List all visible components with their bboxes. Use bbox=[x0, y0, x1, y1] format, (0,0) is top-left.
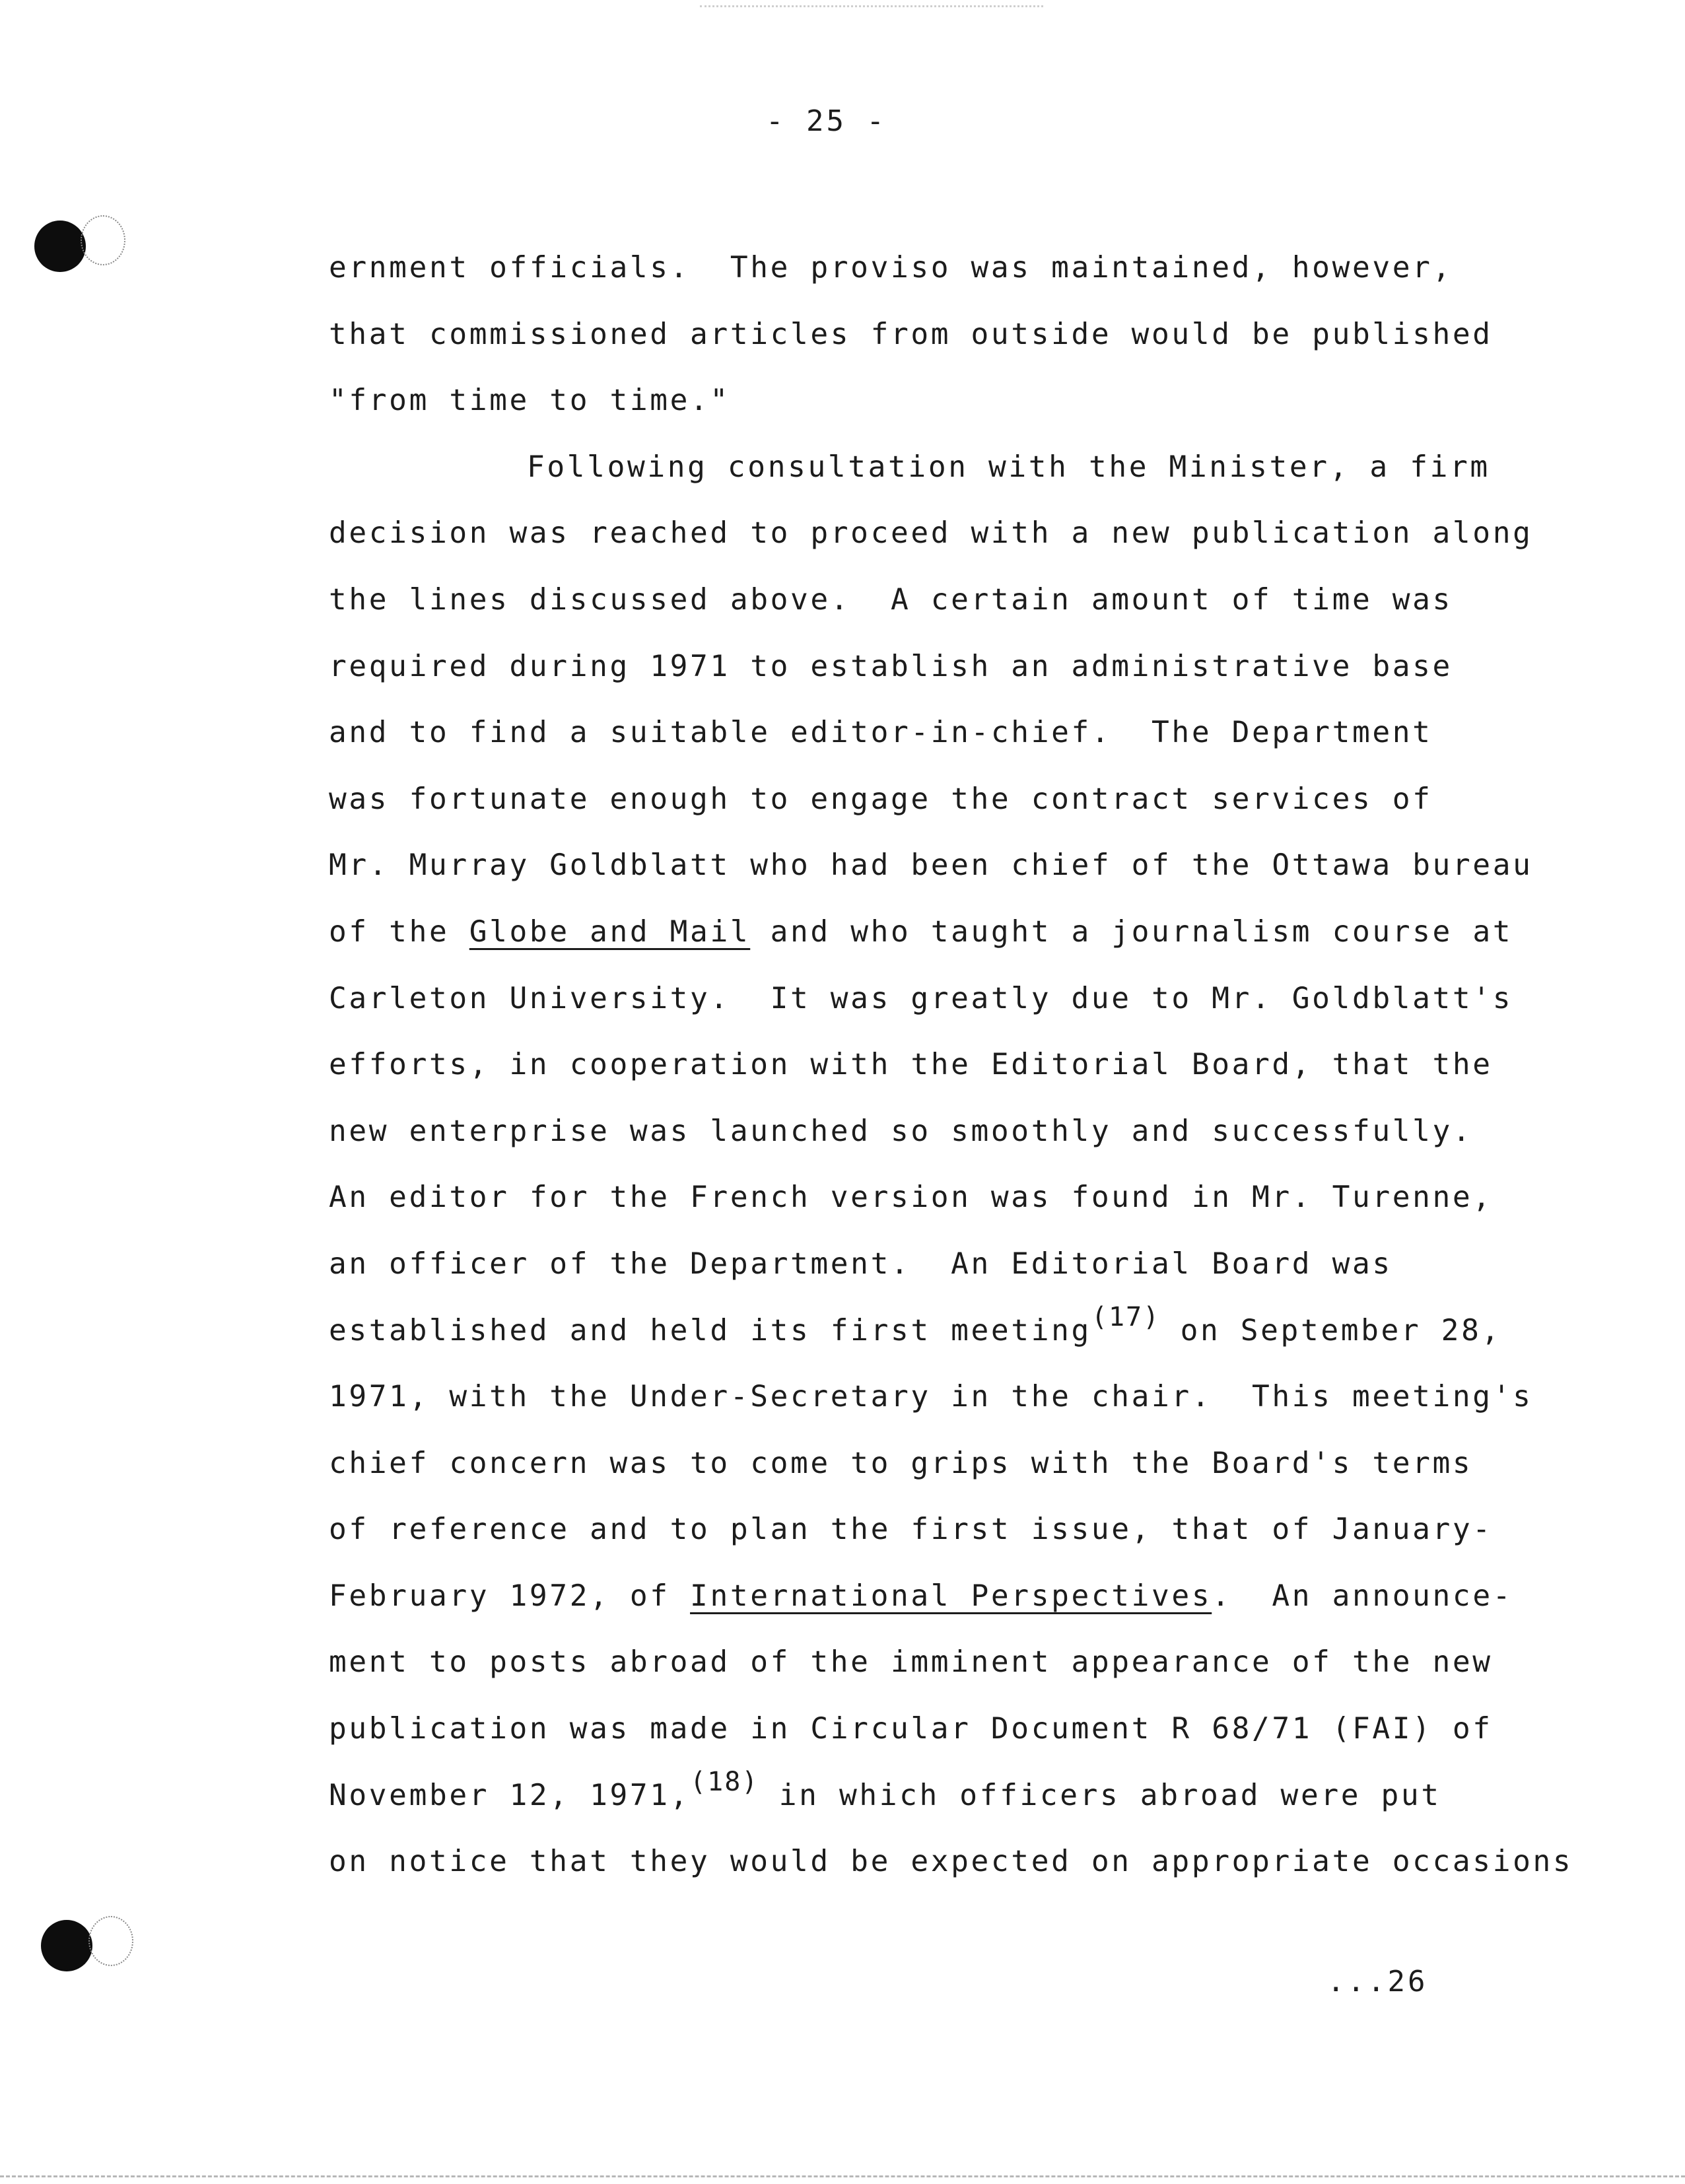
text-line: chief concern was to come to grips with the Board's terms bbox=[329, 1446, 1473, 1480]
text-segment: established and held its first meeting bbox=[329, 1313, 1091, 1348]
text-line bbox=[329, 1563, 1583, 1630]
punch-hole-top bbox=[34, 221, 86, 272]
text-segment: November 12, 1971, bbox=[329, 1778, 691, 1812]
text-line bbox=[329, 899, 1583, 966]
text-segment: February 1972, of bbox=[329, 1579, 691, 1613]
text-segment: on September 28, bbox=[1160, 1313, 1501, 1348]
footnote-reference-18: (18) bbox=[690, 1766, 759, 1797]
text-line: ment to posts abroad of the imminent appearance of the new bbox=[329, 1645, 1493, 1680]
text-line: decision was reached to proceed with a new publication along bbox=[329, 516, 1533, 551]
text-line bbox=[329, 1763, 1583, 1829]
text-segment: of the bbox=[329, 914, 469, 949]
footnote-reference-17: (17) bbox=[1091, 1301, 1161, 1332]
text-line: required during 1971 to establish an administrative base bbox=[329, 649, 1453, 683]
text-line: ernment officials. The proviso was maintained, however, bbox=[329, 251, 1453, 285]
punch-hole-bottom bbox=[41, 1920, 92, 1971]
text-line: the lines discussed above. A certain amount of time was bbox=[329, 582, 1453, 617]
text-line: new enterprise was launched so smoothly and successfully. bbox=[329, 1114, 1473, 1148]
text-line: publication was made in Circular Document R 68/71 (FAI) of bbox=[329, 1712, 1493, 1746]
text-line: of reference and to plan the first issue, that of January- bbox=[329, 1513, 1493, 1547]
text-line: that commissioned articles from outside would be published bbox=[329, 317, 1493, 351]
text-line: efforts, in cooperation with the Editorial Board, that the bbox=[329, 1048, 1493, 1082]
text-line bbox=[329, 1298, 1583, 1365]
page-number: - 25 - bbox=[766, 104, 887, 138]
body-text bbox=[329, 235, 1583, 1895]
scan-noise-bottom bbox=[0, 2175, 1685, 2180]
text-line: and to find a suitable editor-in-chief. The Department bbox=[329, 716, 1433, 750]
paragraph-first-line: Following consultation with the Minister, a firm bbox=[527, 450, 1490, 484]
continuation-marker: ...26 bbox=[1327, 1965, 1428, 1998]
text-line: "from time to time." bbox=[329, 384, 730, 418]
publication-title-globe-and-mail: Globe and Mail bbox=[469, 914, 751, 949]
text-segment: in which officers abroad were put bbox=[759, 1778, 1441, 1812]
punch-hole-ring-bottom bbox=[88, 1916, 133, 1966]
scan-noise-top bbox=[700, 5, 1043, 9]
text-line: an officer of the Department. An Editorial Board was bbox=[329, 1246, 1393, 1281]
publication-title-international-perspectives: International Perspectives bbox=[690, 1579, 1212, 1613]
punch-hole-ring-top bbox=[81, 215, 125, 265]
text-line: was fortunate enough to engage the contract services of bbox=[329, 782, 1433, 816]
text-segment: and who taught a journalism course at bbox=[750, 914, 1513, 949]
text-line: on notice that they would be expected on appropriate occasions bbox=[329, 1845, 1573, 1879]
text-line: Carleton University. It was greatly due to Mr. Goldblatt's bbox=[329, 981, 1513, 1015]
text-line: Mr. Murray Goldblatt who had been chief of the Ottawa bureau bbox=[329, 848, 1533, 883]
text-line: An editor for the French version was found in Mr. Turenne, bbox=[329, 1180, 1493, 1215]
text-line: 1971, with the Under-Secretary in the chair. This meeting's bbox=[329, 1380, 1533, 1414]
text-segment: . An announce- bbox=[1212, 1579, 1513, 1613]
